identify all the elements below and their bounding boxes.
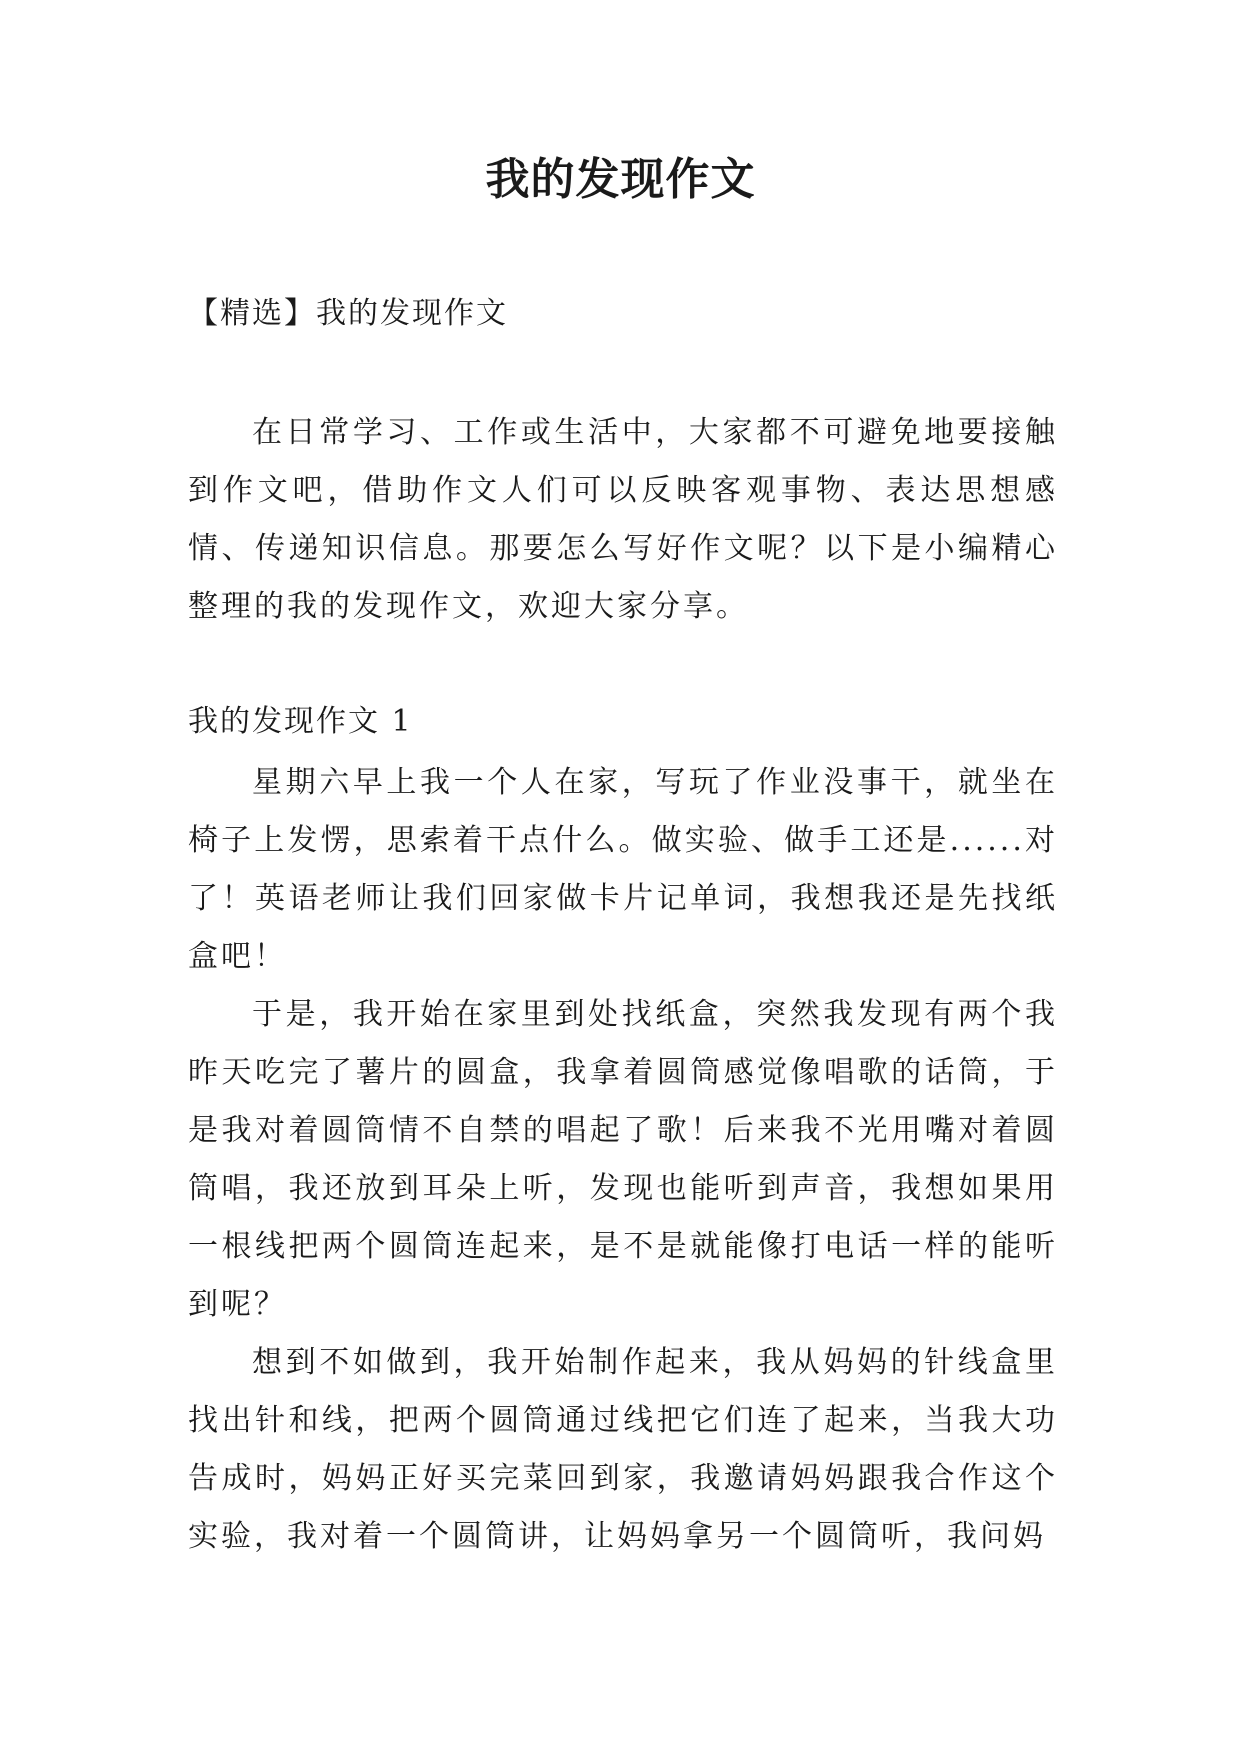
intro-paragraph: 在日常学习、工作或生活中，大家都不可避免地要接触到作文吧，借助作文人们可以反映客观事物、表达思想感情、传递知识信息。那要怎么写好作文呢？以下是小编精心整理的我的发现作文，欢迎大家分享。 <box>188 415 1058 624</box>
document-title: 我的发现作文 <box>485 154 756 205</box>
document-subtitle: 【精选】我的发现作文 <box>188 296 508 331</box>
essay-paragraph: 星期六早上我一个人在家，写玩了作业没事干，就坐在椅子上发愣，思索着干点什么。做实验、做手工还是......对了！英语老师让我们回家做卡片记单词，我想我还是先找纸盒吧！ <box>188 765 1058 974</box>
essay-paragraph: 想到不如做到，我开始制作起来，我从妈妈的针线盒里找出针和线，把两个圆筒通过线把它们连了起来，当我大功告成时，妈妈正好买完菜回到家，我邀请妈妈跟我合作这个实验，我对着一个圆筒讲，让妈妈拿另一个圆筒听，我问妈 <box>188 1345 1058 1554</box>
essay-paragraph: 于是，我开始在家里到处找纸盒，突然我发现有两个我昨天吃完了薯片的圆盒，我拿着圆筒感觉像唱歌的话筒，于是我对着圆筒情不自禁的唱起了歌！后来我不光用嘴对着圆筒唱，我还放到耳朵上听，发现也能听到声音，我想如果用一根线把两个圆筒连起来，是不是就能像打电话一样的能听到呢？ <box>188 997 1058 1322</box>
essay-heading: 我的发现作文 1 <box>188 704 413 739</box>
